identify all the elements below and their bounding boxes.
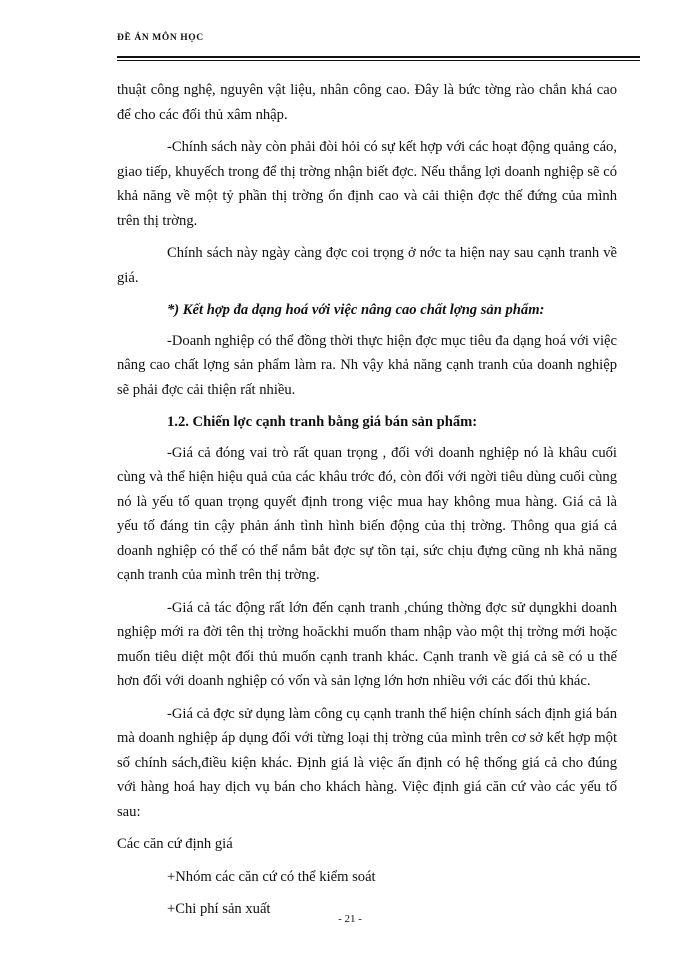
- paragraph-diversification: -Doanh nghiệp có thể đồng thời thực hiện đợc mục tiêu đa dạng hoá với việc nâng cao chất lợng sản phẩm làm ra. Nh vậy khả năng cạnh tranh của doanh nghiệp sẽ phải đợc cải thiện rất nhiều.: [117, 332, 617, 398]
- subheading-diversification-quality: *) Kết hợp đa dạng hoá với việc nâng cao chất lợng sản phẩm:: [167, 302, 545, 318]
- section-heading-price-strategy: 1.2. Chiến lợc cạnh tranh bằng giá bán sản phẩm:: [167, 414, 478, 430]
- paragraph-pricing-policy: -Giá cả đợc sử dụng làm công cụ cạnh tranh thể hiện chính sách định giá bán mà doanh nghiệp áp dụng đối với từng loại thị trờng của mình trên cơ sở kết hợp một số chính sách,điều kiện khác. Định giá là việc ấn định có hệ thống giá cả cho đúng với hàng hoá hay dịch vụ bán cho khách hàng. Việc định giá căn cứ vào các yếu tố sau:: [117, 705, 617, 820]
- paragraph-advertising-policy: -Chính sách này còn phải đòi hỏi có sự kết hợp với các hoạt động quảng cáo, giao tiếp, khuyếch trong để thị trờng nhận biết đợc. Nếu thắng lợi doanh nghiệp sẽ có khả năng về một tỷ phần thị trờng ổn định cao và cải thiện đợc thế đứng của mình trên thị trờng.: [117, 139, 617, 229]
- list-item-production-cost: +Chi phí sản xuất: [167, 901, 271, 917]
- document-body: [117, 78, 617, 930]
- document-header-title: ĐỀ ÁN MÔN HỌC: [117, 33, 204, 43]
- paragraph-price-role: -Giá cả đóng vai trò rất quan trọng , đối với doanh nghiệp nó là khâu cuối cùng và thể hiện hiệu quả của các khâu trớc đó, còn đối với ngời tiêu dùng cuối cùng nó là yếu tố quan trọng quyết định trong việc mua hay không mua hàng. Giá cả là yếu tố đáng tin cậy phản ánh tình hình biến động của thị trờng. Thông qua giá cả doanh nghiệp có thể có thể nắm bắt đợc sự tồn tại, sức chịu đựng cũng nh khả năng cạnh tranh của mình trên thị trờng.: [117, 444, 617, 583]
- header-rule-thin: [117, 60, 640, 61]
- paragraph-continuation: thuật công nghệ, nguyên vật liệu, nhân công cao. Đây là bức tờng rào chắn khá cao để cho các đối thủ xâm nhập.: [117, 82, 617, 123]
- page-number: - 21 -: [338, 913, 362, 925]
- header-rule-thick: [117, 56, 640, 58]
- pricing-basis-label: Các căn cứ định giá: [117, 836, 233, 852]
- list-item-controllable-factors: +Nhóm các căn cứ có thể kiểm soát: [167, 868, 376, 885]
- paragraph-price-impact: -Giá cả tác động rất lớn đến cạnh tranh ,chúng thờng đợc sử dụngkhi doanh nghiệp mới ra đời tên thị trờng hoăckhi muốn tham nhập vào một thị trờng mới hoặc muốn tiêu diệt một đối thủ muốn cạnh tranh khác. Cạnh tranh về giá cả sẽ có u thế hơn đối với doanh nghiệp có vốn và sản lợng lớn hơn nhiều với các đối thủ khác.: [117, 599, 617, 689]
- paragraph-policy-importance: Chính sách này ngày càng đợc coi trọng ở nớc ta hiện nay sau cạnh tranh về giá.: [117, 245, 617, 286]
